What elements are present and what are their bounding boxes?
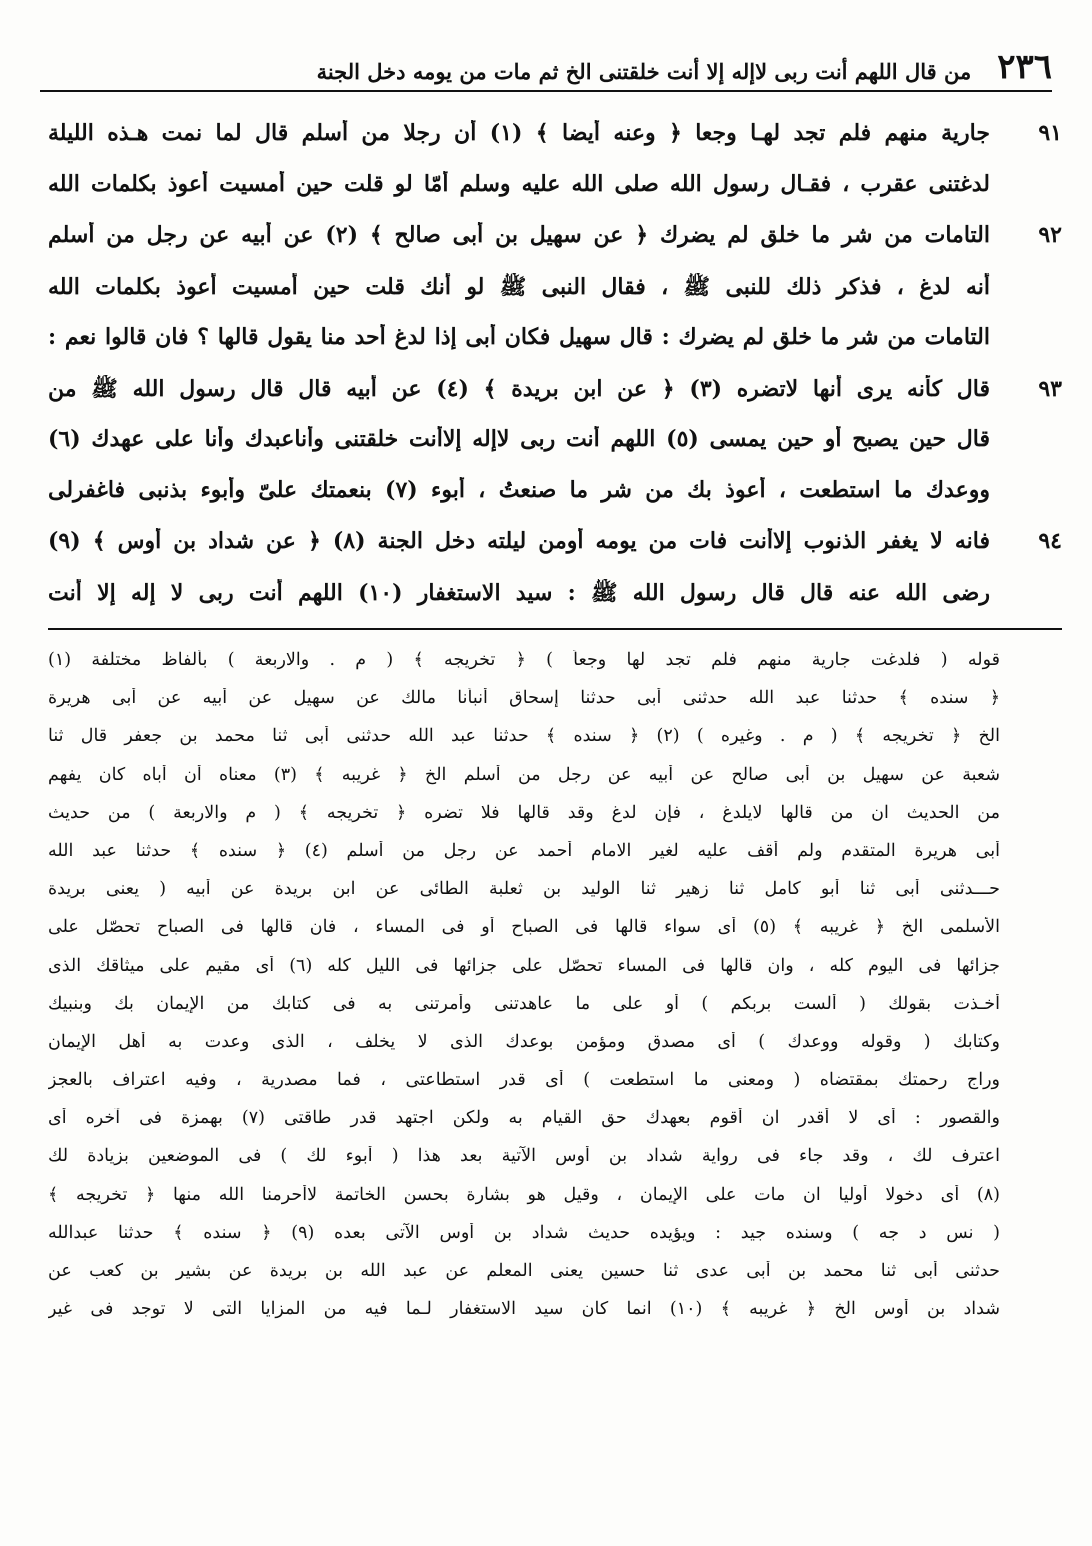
footnote-line: ( نس د جه ) وسنده جيد : ويؤيده حديث شداد بن أوس الآتى بعده (٩) ﴿ سنده ﴾ حدثنا عبدالله (48, 1222, 1000, 1243)
hadith-line-text: ووعدك ما استطعت ، أعوذ بك من شر ما صنعتُ ، أبوء (٧) بنعمتك علىّ وأبوء بذنبى فاغفرلى (48, 477, 990, 503)
footnote-line: حدثنى أبى ثنا محمد بن أبى عدى ثنا حسين يعنى المعلم عن عبد الله بن بريدة عن بشير بن كعب عن (48, 1261, 1000, 1281)
footnote-line: والقصور : أى لا أقدر ان أقوم بعهدك حق القيام به ولكن اجتهد قدر طاقتى (٧) بهمزة فى آخره أى (48, 1108, 1000, 1129)
footnote-line: الخ ﴿ تخريجه ﴾ ( م . وغيره ) (٢) ﴿ سنده ﴾ حدثنا عبد الله حدثنى أبى ثنا محمد بن جعفر قال ثنا (48, 726, 1000, 747)
hadith-number: ٩٤ (1038, 528, 1062, 554)
footnote-line: قوله ( فلدغت جارية منهم فلم تجد لها وجعاً ) ﴿ تخريجه ﴾ ( م . والاربعة ) بألفاظ مختلفة (١) (48, 650, 1000, 670)
hadith-line-text: أنه لدغ ، فذكر ذلك للنبى ﷺ ، فقال النبى ﷺ لو أنك قلت حين أمسيت أعوذ بكلمات الله (48, 274, 990, 300)
hadith-line (48, 120, 1062, 171)
hadith-text (48, 120, 1062, 630)
footnote-line: وكتابك ( وقوله ووعدك ) أى مصدق ومؤمن بوعدك الذى لا يخلف ، الذى وعدت به أهل الإيمان (48, 1031, 1000, 1052)
hadith-line (48, 426, 1062, 477)
hadith-line-text: رضى الله عنه قال قال رسول الله ﷺ : سيد الاستغفار (١٠) اللهم أنت ربى لا إله إلا أنت (48, 580, 990, 606)
hadith-line (48, 528, 1062, 579)
hadith-line (48, 579, 1062, 630)
footnote-line: ﴿ سنده ﴾ حدثنا عبد الله حدثنى أبى حدثنا إسحاق أنبأنا مالك عن سهيل عن أبيه عن أبى هريرة (48, 688, 1000, 709)
hadith-line-text: قال كأنه يرى أنها لاتضره (٣) ﴿ عن ابن بريدة ﴾ (٤) عن أبيه قال قال رسول الله ﷺ من (48, 376, 990, 402)
hadith-line-text: التامات من شر ما خلق لم يضرك ﴿ عن سهيل بن أبى صالح ﴾ (٢) عن أبيه عن رجل من أسلم (48, 222, 990, 248)
footnote-divider (48, 628, 1062, 630)
hadith-line (48, 222, 1062, 273)
footnote-line: حـــدثنى أبى ثنا أبو كامل ثنا زهير ثنا الوليد بن ثعلبة الطائى عن ابن بريدة عن أبيه ( يعنى بريدة (48, 879, 1000, 900)
running-header (40, 40, 1052, 92)
hadith-line (48, 477, 1062, 528)
footnote-line: شعبة عن سهيل بن أبى صالح عن أبيه عن رجل من أسلم الخ ﴿ غريبه ﴾ (٣) معناه أن أباه كان يفهم (48, 764, 1000, 785)
hadith-line (48, 273, 1062, 324)
footnote-line: شداد بن أوس الخ ﴿ غريبه ﴾ (١٠) انما كان سيد الاستغفار لـما فيه من المزايا التى لا توجد فى غير (48, 1299, 1000, 1320)
hadith-line-text: قال حين يصبح أو حين يمسى (٥) اللهم أنت ربى لاإله إلاأنت خلقتنى وأناعبدك وأنا على عهدك (٦) (48, 426, 990, 452)
hadith-line (48, 375, 1062, 426)
hadith-number: ٩٢ (1038, 222, 1062, 248)
footnote-line: اعترف لك ، وقد جاء فى رواية شداد بن أوس الآتية بعد هذا ( أبوء لك ) فى الموضعين بزيادة لك (48, 1146, 1000, 1167)
footnote-line: أخـذت بقولك ( ألست بربكم ) أو على ما عاهدتنى وأمرتنى به فى كتابك من الإيمان بك وبنبيك (48, 993, 1000, 1014)
hadith-line-text: التامات من شر ما خلق لم يضرك : قال سهيل فكان أبى إذا لدغ أحد منا يقول قالها ؟ فان قالوا نعم : (48, 324, 990, 350)
page-number: ٢٣٦ (997, 47, 1052, 87)
footnote-line: (٨) أى دخولا أوليا ان مات على الإيمان ، وقيل هو بشارة بحسن الخاتمة لاأحرمنا الله منها ﴿ تخريجه ﴾ (48, 1184, 1000, 1205)
footnote-line: أبى هريرة المتقدم ولم أقف عليه لغير الامام أحمد عن رجل من أسلم (٤) ﴿ سنده ﴾ حدثنا عبد الله (48, 840, 1000, 861)
footnote-line: وراج رحمتك بمقتضاه ( ومعنى ما استطعت ) أى قدر استطاعتى ، فما مصدرية ، وفيه اعتراف بالعجز (48, 1070, 1000, 1091)
hadith-line (48, 324, 1062, 375)
hadith-line-text: جارية منهم فلم تجد لهـا وجعا ﴿ وعنه أيضا ﴾ (١) أن رجلا من أسلم قال لما نمت هـذه الليلة (48, 120, 990, 146)
hadith-line-text: فانه لا يغفر الذنوب إلاأنت فات من يومه أومن ليلته دخل الجنة (٨) ﴿ عن شداد بن أوس ﴾ (٩) (48, 528, 990, 554)
running-title: من قال اللهم أنت ربى لاإله إلا أنت خلقتنى الخ ثم مات من يومه دخل الجنة (316, 59, 972, 84)
footnote-line: جزائها فى اليوم كله ، وان قالها فى المساء تحصّل على جزائها فى الليل كله (٦) أى مقيم على ميثاقك الذى (48, 955, 1000, 976)
footnotes (48, 650, 1000, 1337)
hadith-line-text: لدغتنى عقرب ، فقـال رسول الله صلى الله عليه وسلم أمّا لو قلت حين أمسيت أعوذ بكلمات الله (48, 171, 990, 197)
footnote-line: من الحديث ان من قالها لايلدغ ، فإن لدغ وقد قالها فلا تضره ﴿ تخريجه ﴾ ( م والاربعة ) من حديث (48, 802, 1000, 823)
hadith-number: ٩٣ (1038, 376, 1062, 402)
hadith-line (48, 171, 1062, 222)
hadith-number: ٩١ (1038, 120, 1062, 146)
footnote-line: الأسلمى الخ ﴿ غريبه ﴾ (٥) أى سواء قالها فى الصباح أو فى المساء ، فان قالها فى الصباح تحصّل على (48, 917, 1000, 938)
